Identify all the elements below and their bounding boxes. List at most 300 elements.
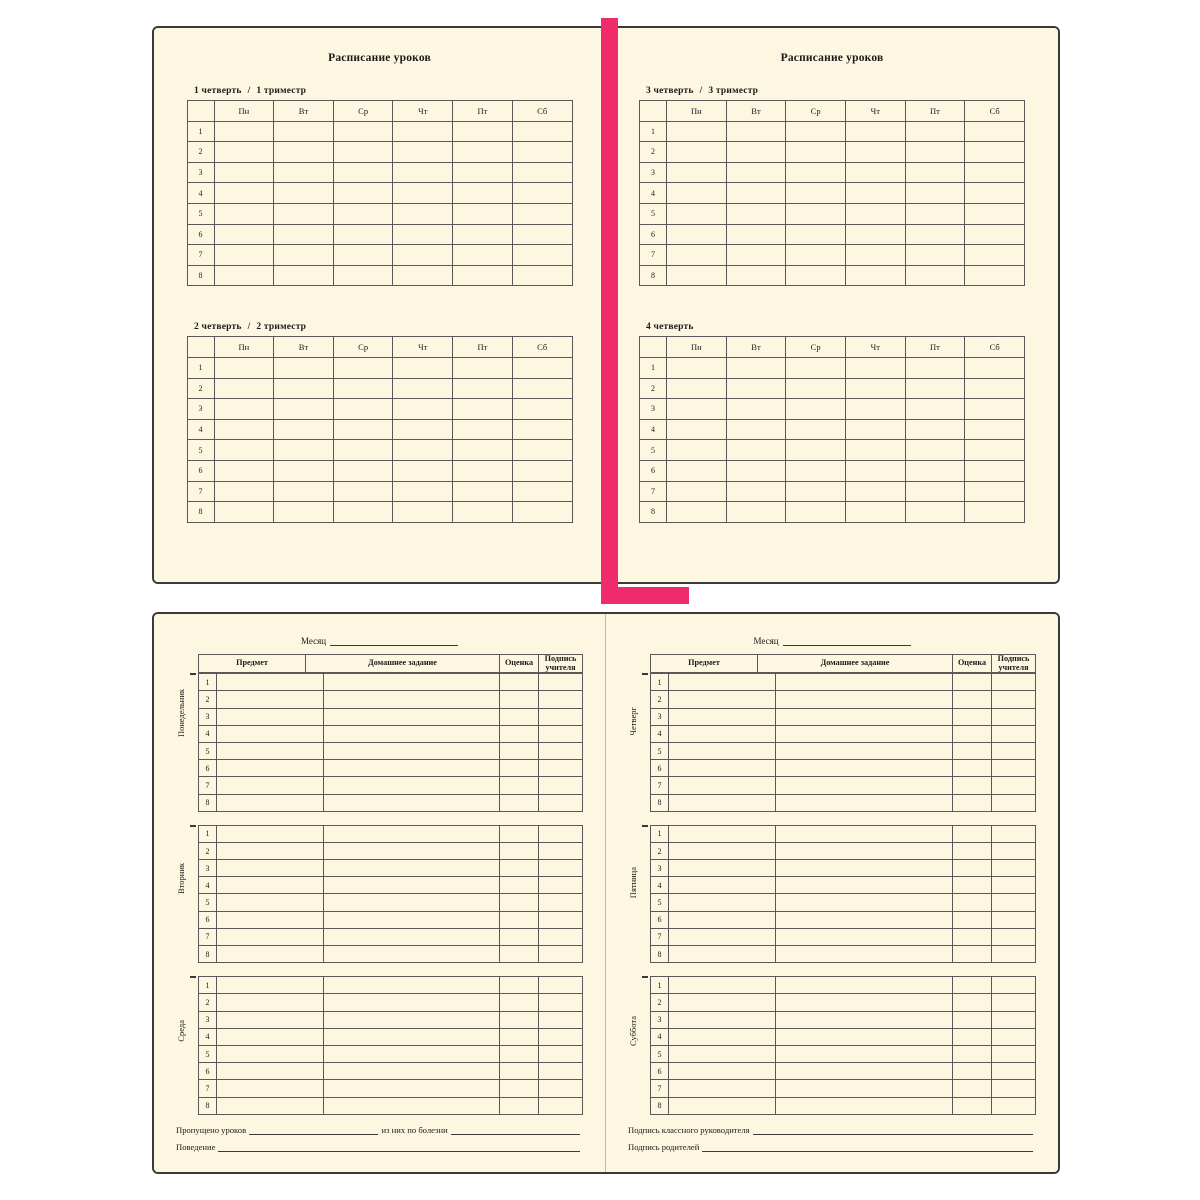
cell-tue[interactable] — [274, 399, 334, 420]
cell-subject[interactable] — [669, 777, 776, 794]
cell-subject[interactable] — [217, 877, 324, 894]
cell-fri[interactable] — [905, 265, 965, 286]
cell-subject[interactable] — [669, 708, 776, 725]
schedule-table-q3[interactable] — [639, 100, 1025, 286]
class-teacher-signature-rule[interactable] — [753, 1125, 1033, 1135]
cell-signature[interactable] — [992, 977, 1036, 994]
cell-thu[interactable] — [845, 399, 905, 420]
cell-subject[interactable] — [217, 894, 324, 911]
cell-subject[interactable] — [217, 928, 324, 945]
cell-homework[interactable] — [776, 877, 953, 894]
cell-thu[interactable] — [845, 460, 905, 481]
cell-signature[interactable] — [992, 825, 1036, 842]
cell-homework[interactable] — [776, 946, 953, 963]
cell-tue[interactable] — [274, 481, 334, 502]
cell-fri[interactable] — [453, 224, 513, 245]
cell-tue[interactable] — [726, 502, 786, 523]
cell-subject[interactable] — [669, 977, 776, 994]
cell-mark[interactable] — [500, 725, 539, 742]
cell-wed[interactable] — [333, 183, 393, 204]
cell-subject[interactable] — [669, 1011, 776, 1028]
cell-fri[interactable] — [453, 460, 513, 481]
cell-subject[interactable] — [669, 742, 776, 759]
cell-subject[interactable] — [217, 725, 324, 742]
cell-sat[interactable] — [512, 203, 572, 224]
cell-sat[interactable] — [512, 399, 572, 420]
cell-mon[interactable] — [667, 357, 727, 378]
cell-fri[interactable] — [905, 183, 965, 204]
cell-sat[interactable] — [965, 183, 1025, 204]
cell-homework[interactable] — [776, 994, 953, 1011]
cell-subject[interactable] — [669, 894, 776, 911]
cell-fri[interactable] — [905, 440, 965, 461]
cell-sat[interactable] — [965, 419, 1025, 440]
cell-subject[interactable] — [669, 794, 776, 811]
cell-mark[interactable] — [953, 674, 992, 691]
cell-wed[interactable] — [786, 460, 846, 481]
cell-mon[interactable] — [214, 357, 274, 378]
cell-fri[interactable] — [453, 265, 513, 286]
cell-wed[interactable] — [786, 142, 846, 163]
cell-signature[interactable] — [539, 842, 583, 859]
schedule-table-q1[interactable] — [187, 100, 573, 286]
cell-wed[interactable] — [333, 481, 393, 502]
cell-signature[interactable] — [992, 894, 1036, 911]
cell-mark[interactable] — [500, 994, 539, 1011]
cell-mark[interactable] — [953, 1011, 992, 1028]
cell-sat[interactable] — [512, 245, 572, 266]
cell-mon[interactable] — [214, 142, 274, 163]
cell-mark[interactable] — [500, 825, 539, 842]
cell-signature[interactable] — [539, 1028, 583, 1045]
cell-homework[interactable] — [776, 1028, 953, 1045]
cell-mark[interactable] — [953, 877, 992, 894]
cell-sat[interactable] — [965, 440, 1025, 461]
cell-signature[interactable] — [992, 911, 1036, 928]
month-input-rule[interactable] — [783, 636, 911, 646]
cell-fri[interactable] — [905, 460, 965, 481]
cell-wed[interactable] — [786, 203, 846, 224]
cell-homework[interactable] — [324, 946, 500, 963]
cell-sat[interactable] — [512, 378, 572, 399]
cell-subject[interactable] — [217, 1097, 324, 1114]
cell-wed[interactable] — [786, 121, 846, 142]
class-teacher-signature-field[interactable] — [628, 1125, 1036, 1135]
cell-subject[interactable] — [669, 1063, 776, 1080]
cell-fri[interactable] — [453, 203, 513, 224]
cell-fri[interactable] — [905, 142, 965, 163]
cell-homework[interactable] — [776, 725, 953, 742]
cell-mon[interactable] — [667, 245, 727, 266]
cell-mark[interactable] — [500, 877, 539, 894]
cell-mark[interactable] — [953, 794, 992, 811]
cell-subject[interactable] — [669, 1080, 776, 1097]
cell-homework[interactable] — [324, 894, 500, 911]
cell-sat[interactable] — [965, 502, 1025, 523]
cell-signature[interactable] — [539, 725, 583, 742]
cell-mon[interactable] — [667, 440, 727, 461]
cell-mon[interactable] — [667, 419, 727, 440]
cell-sat[interactable] — [512, 357, 572, 378]
cell-tue[interactable] — [274, 121, 334, 142]
cell-wed[interactable] — [786, 399, 846, 420]
cell-mark[interactable] — [953, 1097, 992, 1114]
cell-homework[interactable] — [324, 760, 500, 777]
cell-mon[interactable] — [667, 460, 727, 481]
cell-subject[interactable] — [217, 825, 324, 842]
cell-signature[interactable] — [539, 994, 583, 1011]
cell-sat[interactable] — [965, 245, 1025, 266]
cell-fri[interactable] — [453, 502, 513, 523]
cell-homework[interactable] — [776, 825, 953, 842]
cell-sat[interactable] — [965, 357, 1025, 378]
cell-tue[interactable] — [726, 399, 786, 420]
cell-signature[interactable] — [992, 742, 1036, 759]
cell-signature[interactable] — [992, 794, 1036, 811]
cell-signature[interactable] — [992, 777, 1036, 794]
cell-mon[interactable] — [667, 502, 727, 523]
cell-sat[interactable] — [965, 224, 1025, 245]
cell-signature[interactable] — [992, 691, 1036, 708]
cell-thu[interactable] — [845, 142, 905, 163]
cell-subject[interactable] — [217, 842, 324, 859]
cell-wed[interactable] — [786, 419, 846, 440]
cell-mon[interactable] — [214, 121, 274, 142]
cell-fri[interactable] — [453, 378, 513, 399]
cell-thu[interactable] — [393, 121, 453, 142]
cell-thu[interactable] — [393, 378, 453, 399]
cell-wed[interactable] — [333, 224, 393, 245]
cell-homework[interactable] — [776, 860, 953, 877]
cell-mon[interactable] — [214, 440, 274, 461]
cell-subject[interactable] — [669, 691, 776, 708]
cell-signature[interactable] — [992, 1063, 1036, 1080]
cell-thu[interactable] — [845, 357, 905, 378]
cell-signature[interactable] — [992, 1080, 1036, 1097]
cell-sat[interactable] — [512, 502, 572, 523]
cell-homework[interactable] — [776, 911, 953, 928]
cell-mark[interactable] — [500, 708, 539, 725]
cell-signature[interactable] — [992, 1045, 1036, 1062]
cell-thu[interactable] — [393, 224, 453, 245]
cell-homework[interactable] — [324, 777, 500, 794]
cell-signature[interactable] — [992, 994, 1036, 1011]
cell-thu[interactable] — [845, 378, 905, 399]
cell-fri[interactable] — [905, 481, 965, 502]
cell-wed[interactable] — [333, 399, 393, 420]
cell-mark[interactable] — [953, 860, 992, 877]
cell-mark[interactable] — [953, 911, 992, 928]
cell-tue[interactable] — [726, 183, 786, 204]
cell-thu[interactable] — [845, 162, 905, 183]
cell-subject[interactable] — [669, 1045, 776, 1062]
cell-wed[interactable] — [333, 142, 393, 163]
cell-tue[interactable] — [274, 245, 334, 266]
cell-mark[interactable] — [500, 911, 539, 928]
cell-sat[interactable] — [965, 203, 1025, 224]
cell-signature[interactable] — [992, 708, 1036, 725]
cell-mark[interactable] — [953, 742, 992, 759]
cell-mon[interactable] — [667, 224, 727, 245]
parents-signature-rule[interactable] — [702, 1142, 1033, 1152]
cell-signature[interactable] — [539, 860, 583, 877]
cell-mark[interactable] — [500, 842, 539, 859]
cell-fri[interactable] — [905, 502, 965, 523]
cell-mark[interactable] — [500, 674, 539, 691]
cell-sat[interactable] — [512, 162, 572, 183]
cell-mark[interactable] — [500, 742, 539, 759]
cell-fri[interactable] — [905, 245, 965, 266]
cell-mark[interactable] — [500, 977, 539, 994]
cell-homework[interactable] — [776, 691, 953, 708]
cell-fri[interactable] — [905, 419, 965, 440]
cell-subject[interactable] — [217, 1080, 324, 1097]
cell-signature[interactable] — [539, 1080, 583, 1097]
cell-thu[interactable] — [393, 245, 453, 266]
cell-homework[interactable] — [324, 860, 500, 877]
cell-subject[interactable] — [669, 946, 776, 963]
cell-signature[interactable] — [992, 760, 1036, 777]
cell-homework[interactable] — [324, 1028, 500, 1045]
cell-sat[interactable] — [512, 183, 572, 204]
cell-fri[interactable] — [453, 399, 513, 420]
cell-mon[interactable] — [667, 399, 727, 420]
cell-signature[interactable] — [539, 928, 583, 945]
cell-mon[interactable] — [214, 162, 274, 183]
cell-homework[interactable] — [324, 742, 500, 759]
cell-thu[interactable] — [393, 203, 453, 224]
cell-wed[interactable] — [786, 183, 846, 204]
cell-fri[interactable] — [453, 162, 513, 183]
cell-signature[interactable] — [539, 946, 583, 963]
cell-tue[interactable] — [726, 121, 786, 142]
cell-mon[interactable] — [214, 399, 274, 420]
cell-mon[interactable] — [214, 481, 274, 502]
cell-mon[interactable] — [667, 162, 727, 183]
cell-mon[interactable] — [214, 203, 274, 224]
cell-mon[interactable] — [667, 183, 727, 204]
cell-tue[interactable] — [274, 224, 334, 245]
cell-wed[interactable] — [333, 460, 393, 481]
cell-signature[interactable] — [539, 877, 583, 894]
cell-fri[interactable] — [453, 357, 513, 378]
cell-sat[interactable] — [512, 481, 572, 502]
cell-signature[interactable] — [992, 928, 1036, 945]
behaviour-rule[interactable] — [218, 1142, 580, 1152]
cell-homework[interactable] — [324, 911, 500, 928]
cell-mon[interactable] — [667, 142, 727, 163]
cell-homework[interactable] — [776, 1080, 953, 1097]
cell-thu[interactable] — [393, 440, 453, 461]
cell-signature[interactable] — [539, 825, 583, 842]
cell-sat[interactable] — [512, 419, 572, 440]
cell-mark[interactable] — [953, 977, 992, 994]
cell-signature[interactable] — [539, 1045, 583, 1062]
cell-subject[interactable] — [217, 760, 324, 777]
cell-wed[interactable] — [333, 162, 393, 183]
cell-thu[interactable] — [845, 224, 905, 245]
cell-signature[interactable] — [539, 777, 583, 794]
cell-thu[interactable] — [393, 399, 453, 420]
cell-signature[interactable] — [992, 1097, 1036, 1114]
cell-sat[interactable] — [965, 481, 1025, 502]
cell-tue[interactable] — [274, 440, 334, 461]
cell-fri[interactable] — [453, 440, 513, 461]
cell-thu[interactable] — [393, 357, 453, 378]
cell-subject[interactable] — [669, 860, 776, 877]
cell-wed[interactable] — [333, 378, 393, 399]
cell-subject[interactable] — [217, 994, 324, 1011]
cell-homework[interactable] — [324, 842, 500, 859]
cell-subject[interactable] — [669, 911, 776, 928]
cell-sat[interactable] — [965, 399, 1025, 420]
behaviour-field[interactable] — [176, 1142, 583, 1152]
cell-mon[interactable] — [214, 183, 274, 204]
cell-homework[interactable] — [324, 877, 500, 894]
cell-mark[interactable] — [953, 760, 992, 777]
cell-signature[interactable] — [539, 977, 583, 994]
cell-mark[interactable] — [500, 760, 539, 777]
cell-tue[interactable] — [726, 440, 786, 461]
cell-subject[interactable] — [217, 946, 324, 963]
cell-homework[interactable] — [324, 674, 500, 691]
cell-tue[interactable] — [726, 224, 786, 245]
cell-mark[interactable] — [953, 691, 992, 708]
cell-subject[interactable] — [669, 1097, 776, 1114]
cell-fri[interactable] — [905, 378, 965, 399]
cell-thu[interactable] — [845, 183, 905, 204]
cell-sat[interactable] — [512, 440, 572, 461]
cell-subject[interactable] — [669, 760, 776, 777]
cell-mark[interactable] — [500, 928, 539, 945]
cell-homework[interactable] — [776, 794, 953, 811]
cell-mark[interactable] — [953, 994, 992, 1011]
cell-homework[interactable] — [776, 1011, 953, 1028]
cell-tue[interactable] — [274, 357, 334, 378]
cell-wed[interactable] — [786, 502, 846, 523]
cell-mark[interactable] — [953, 725, 992, 742]
cell-tue[interactable] — [726, 162, 786, 183]
cell-mark[interactable] — [500, 1063, 539, 1080]
cell-mon[interactable] — [667, 481, 727, 502]
missed-due-illness-rule[interactable] — [451, 1125, 580, 1135]
cell-wed[interactable] — [333, 203, 393, 224]
cell-subject[interactable] — [669, 1028, 776, 1045]
cell-sat[interactable] — [512, 121, 572, 142]
cell-subject[interactable] — [217, 691, 324, 708]
cell-sat[interactable] — [512, 265, 572, 286]
cell-wed[interactable] — [333, 121, 393, 142]
schedule-table-q4[interactable] — [639, 336, 1025, 522]
cell-signature[interactable] — [539, 894, 583, 911]
cell-wed[interactable] — [786, 224, 846, 245]
cell-tue[interactable] — [274, 460, 334, 481]
cell-homework[interactable] — [324, 725, 500, 742]
cell-signature[interactable] — [539, 691, 583, 708]
cell-wed[interactable] — [786, 378, 846, 399]
cell-sat[interactable] — [965, 378, 1025, 399]
cell-wed[interactable] — [333, 440, 393, 461]
diary-table-thursday[interactable] — [650, 673, 1036, 812]
cell-homework[interactable] — [324, 1063, 500, 1080]
missed-lessons-rule[interactable] — [249, 1125, 378, 1135]
cell-signature[interactable] — [992, 725, 1036, 742]
cell-fri[interactable] — [453, 183, 513, 204]
cell-subject[interactable] — [217, 1028, 324, 1045]
cell-subject[interactable] — [669, 674, 776, 691]
cell-thu[interactable] — [393, 419, 453, 440]
cell-homework[interactable] — [776, 777, 953, 794]
cell-thu[interactable] — [845, 481, 905, 502]
cell-thu[interactable] — [393, 142, 453, 163]
cell-fri[interactable] — [453, 419, 513, 440]
cell-tue[interactable] — [726, 357, 786, 378]
cell-subject[interactable] — [217, 1045, 324, 1062]
cell-mark[interactable] — [953, 928, 992, 945]
cell-signature[interactable] — [539, 742, 583, 759]
cell-mark[interactable] — [500, 1028, 539, 1045]
cell-mark[interactable] — [500, 860, 539, 877]
month-field-right[interactable] — [628, 636, 1036, 646]
cell-sat[interactable] — [512, 224, 572, 245]
cell-thu[interactable] — [393, 481, 453, 502]
cell-fri[interactable] — [905, 162, 965, 183]
cell-mark[interactable] — [953, 1028, 992, 1045]
cell-signature[interactable] — [539, 794, 583, 811]
cell-homework[interactable] — [776, 1045, 953, 1062]
cell-signature[interactable] — [539, 911, 583, 928]
cell-mark[interactable] — [500, 1080, 539, 1097]
cell-mark[interactable] — [500, 1097, 539, 1114]
cell-signature[interactable] — [539, 760, 583, 777]
cell-homework[interactable] — [324, 1045, 500, 1062]
cell-signature[interactable] — [992, 1011, 1036, 1028]
cell-mark[interactable] — [953, 777, 992, 794]
cell-mark[interactable] — [500, 1045, 539, 1062]
cell-homework[interactable] — [776, 1063, 953, 1080]
cell-thu[interactable] — [845, 440, 905, 461]
cell-sat[interactable] — [965, 142, 1025, 163]
cell-mark[interactable] — [953, 1045, 992, 1062]
cell-fri[interactable] — [905, 357, 965, 378]
cell-fri[interactable] — [453, 245, 513, 266]
diary-table-tuesday[interactable] — [198, 825, 583, 964]
cell-subject[interactable] — [669, 725, 776, 742]
cell-wed[interactable] — [333, 419, 393, 440]
cell-tue[interactable] — [274, 378, 334, 399]
cell-mark[interactable] — [953, 708, 992, 725]
cell-subject[interactable] — [217, 742, 324, 759]
cell-fri[interactable] — [905, 224, 965, 245]
cell-signature[interactable] — [539, 1063, 583, 1080]
cell-mark[interactable] — [953, 894, 992, 911]
cell-wed[interactable] — [786, 162, 846, 183]
cell-homework[interactable] — [324, 1011, 500, 1028]
cell-mark[interactable] — [953, 1080, 992, 1097]
cell-subject[interactable] — [217, 911, 324, 928]
cell-homework[interactable] — [324, 794, 500, 811]
cell-thu[interactable] — [845, 502, 905, 523]
cell-subject[interactable] — [217, 794, 324, 811]
cell-wed[interactable] — [786, 440, 846, 461]
cell-tue[interactable] — [274, 142, 334, 163]
cell-signature[interactable] — [539, 708, 583, 725]
cell-homework[interactable] — [776, 1097, 953, 1114]
cell-mark[interactable] — [500, 946, 539, 963]
cell-subject[interactable] — [217, 674, 324, 691]
cell-sat[interactable] — [965, 265, 1025, 286]
cell-wed[interactable] — [333, 357, 393, 378]
